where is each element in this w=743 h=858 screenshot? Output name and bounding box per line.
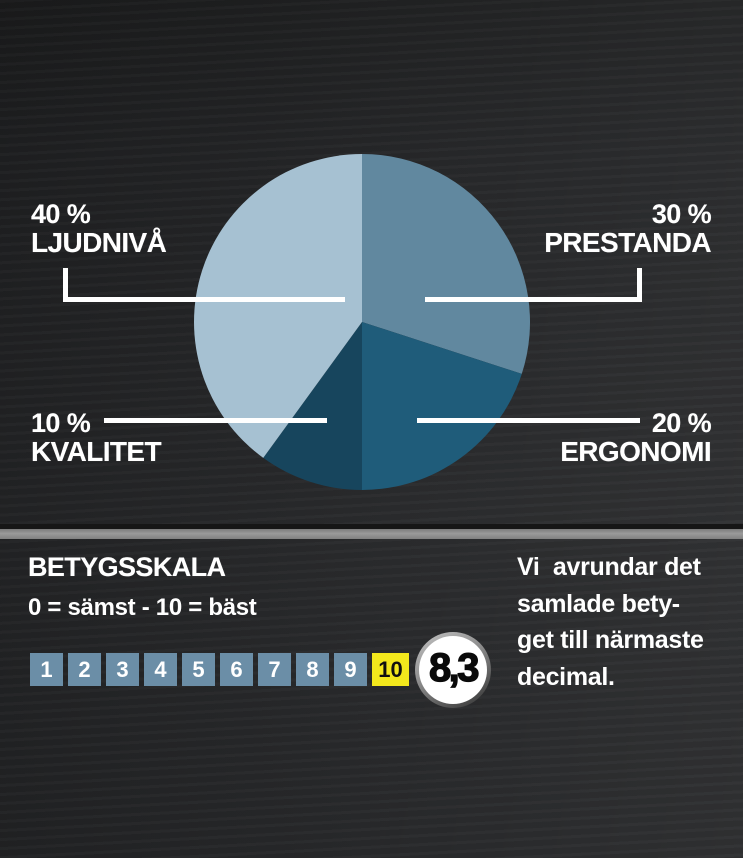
scale-box-5 [182, 653, 215, 686]
scale-box-9 [334, 653, 367, 686]
scale-box-number: 5 [192, 656, 205, 682]
score-badge [415, 632, 491, 708]
scale-box-number: 4 [154, 656, 167, 682]
pie-label-prestanda [544, 200, 711, 258]
pie-label-prestanda-name: PRESTANDA [544, 227, 711, 258]
pie-label-ergonomi-name: ERGONOMI [560, 436, 711, 467]
scale-box-8 [296, 653, 329, 686]
scale-box-number: 6 [230, 656, 243, 682]
pie-label-kvalitet-percent: 10 % [31, 408, 91, 438]
scale-box-4 [144, 653, 177, 686]
rating-scale [30, 653, 409, 686]
pie-label-ljudniva-name: LJUDNIVÅ [31, 227, 167, 258]
pie-label-ljudniva-percent: 40 % [31, 199, 91, 229]
pie-label-ljudniva [31, 200, 166, 258]
pie-chart [194, 154, 530, 490]
scale-box-6 [220, 653, 253, 686]
scale-box-number: 7 [268, 656, 281, 682]
rounding-note [517, 549, 704, 695]
scale-box-2 [68, 653, 101, 686]
rating-heading: BETYGSSKALA [28, 552, 226, 582]
scale-box-number: 8 [306, 656, 319, 682]
pie-label-ergonomi-percent: 20 % [651, 408, 711, 438]
score-badge-inner [419, 636, 487, 704]
note-line: Vi avrundar det [517, 553, 701, 581]
leader-line-prestanda-horizontal [425, 297, 642, 302]
scale-box-10 [372, 653, 409, 686]
scale-box-number: 9 [344, 656, 357, 682]
scale-box-1 [30, 653, 63, 686]
scale-box-3 [106, 653, 139, 686]
note-line: samlade bety- [517, 589, 680, 618]
scale-box-number: 10 [378, 656, 403, 682]
section-divider [0, 529, 743, 539]
pie-label-kvalitet-name: KVALITET [31, 436, 162, 467]
scale-box-number: 3 [116, 656, 129, 682]
pie-label-ergonomi [560, 409, 711, 467]
note-line: get till närmaste [517, 626, 704, 654]
note-line: decimal. [517, 662, 615, 691]
leader-line-ljudniva-horizontal [63, 297, 345, 302]
pie-label-prestanda-percent: 30 % [651, 199, 711, 229]
scale-box-number: 1 [40, 656, 53, 682]
pie-label-kvalitet [31, 409, 161, 467]
rating-subheading: 0 = sämst - 10 = bäst [28, 594, 257, 621]
scale-box-number: 2 [78, 656, 91, 682]
scale-box-7 [258, 653, 291, 686]
score-value: 8,3 [428, 646, 478, 690]
